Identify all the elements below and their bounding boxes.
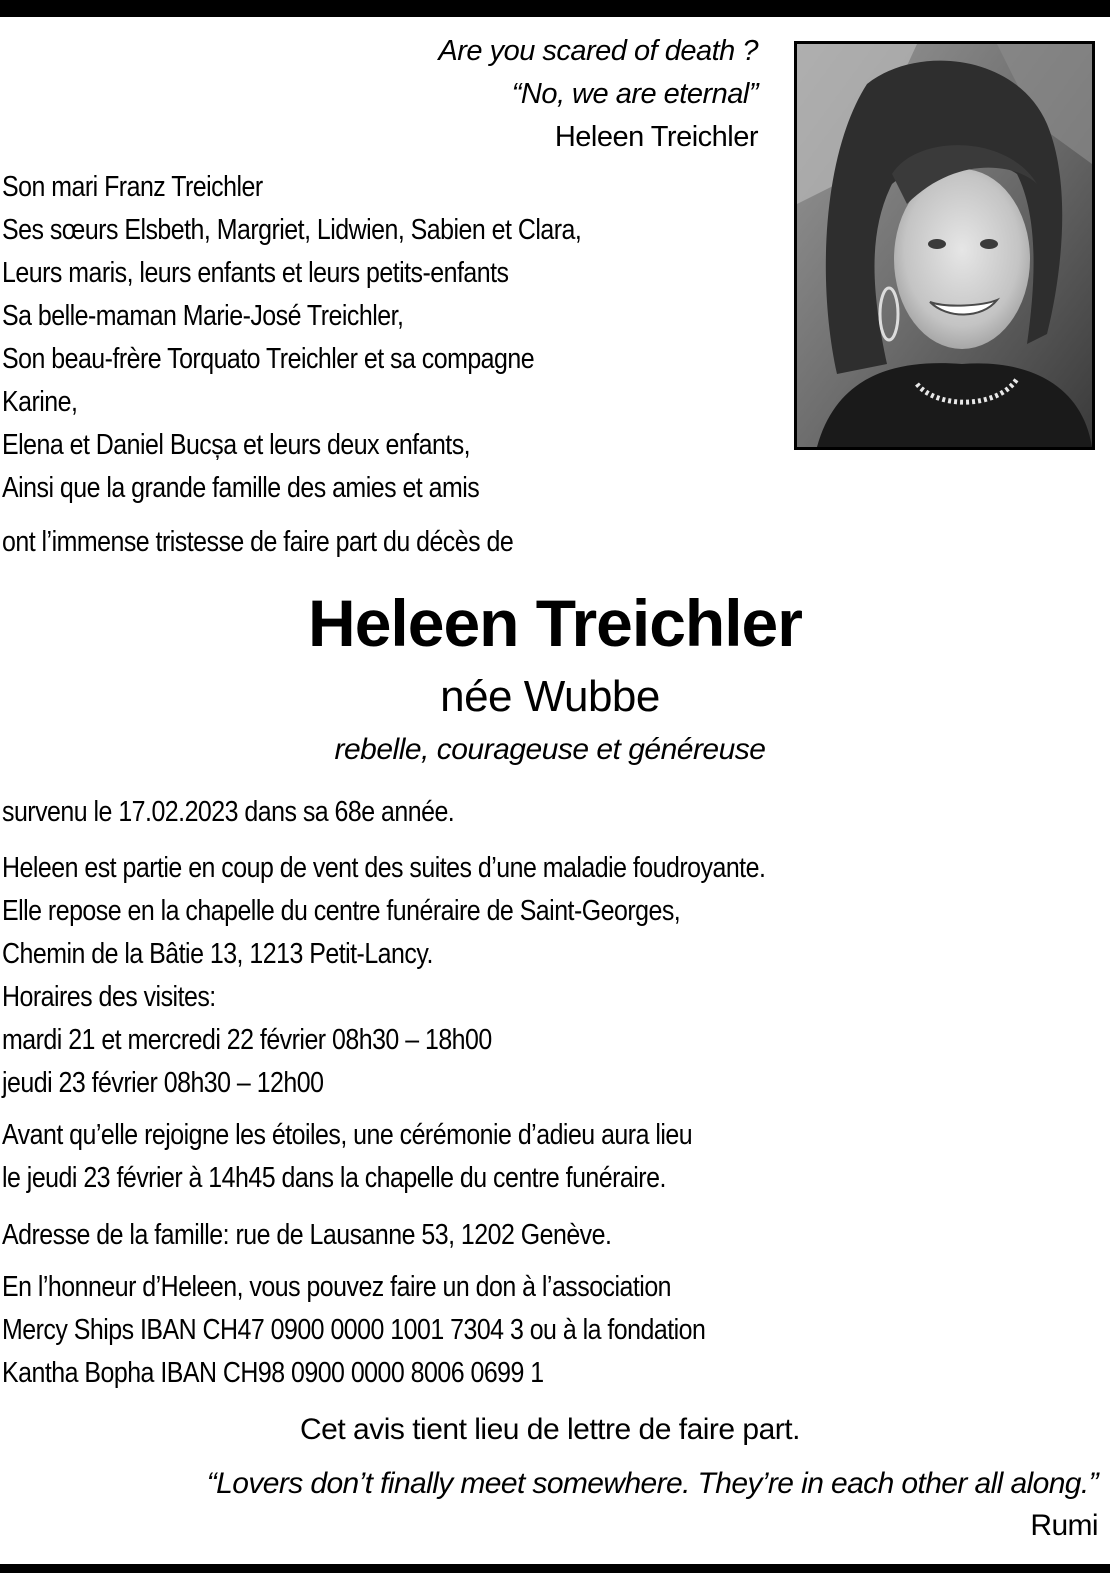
- visit-line: Heleen est partie en coup de vent des suites d’une maladie foudroyante.: [2, 852, 766, 884]
- rumi-quote: [207, 1463, 1098, 1547]
- family-line: Son beau-frère Torquato Treichler et sa compagne: [2, 343, 535, 375]
- quote-author: Rumi: [1030, 1509, 1098, 1542]
- quote-text: “Lovers don’t finally meet somewhere. They’re in each other all along.”: [206, 1467, 1098, 1500]
- ceremony-line: le jeudi 23 février à 14h45 dans la chapelle du centre funéraire.: [2, 1162, 666, 1194]
- epigraph-question: Are you scared of death ?: [438, 35, 758, 67]
- visit-line: jeudi 23 février 08h30 – 12h00: [2, 1067, 324, 1099]
- visit-line: Horaires des visites:: [2, 981, 216, 1013]
- family-line: Ainsi que la grande famille des amies et amis: [2, 472, 480, 504]
- donation-line: Kantha Bopha IBAN CH98 0900 0000 8006 0699 1: [2, 1357, 544, 1389]
- family-line: Elena et Daniel Bucșa et leurs deux enfants,: [2, 429, 471, 461]
- epigraph: [438, 30, 758, 159]
- announcement: ont l’immense tristesse de faire part du décès de: [2, 526, 514, 558]
- portrait-image: [797, 44, 1092, 447]
- donation-line: En l’honneur d’Heleen, vous pouvez faire un don à l’association: [2, 1271, 672, 1303]
- address-line: Adresse de la famille: rue de Lausanne 53, 1202 Genève.: [2, 1219, 612, 1251]
- ceremony-line: Avant qu’elle rejoigne les étoiles, une cérémonie d’adieu aura lieu: [2, 1119, 693, 1151]
- maiden-name: née Wubbe: [440, 672, 660, 721]
- family-list: [2, 166, 581, 510]
- closing-note: Cet avis tient lieu de lettre de faire part.: [300, 1413, 800, 1446]
- visit-block: [2, 847, 765, 1105]
- date-line: survenu le 17.02.2023 dans sa 68e année.: [2, 796, 455, 828]
- family-line: Ses sœurs Elsbeth, Margriet, Lidwien, Sabien et Clara,: [2, 214, 582, 246]
- ceremony-block: [2, 1114, 692, 1200]
- portrait-photo: [794, 41, 1095, 450]
- visit-line: Chemin de la Bâtie 13, 1213 Petit-Lancy.: [2, 938, 433, 970]
- visit-line: Elle repose en la chapelle du centre funéraire de Saint-Georges,: [2, 895, 681, 927]
- top-rule: [0, 0, 1110, 17]
- visit-line: mardi 21 et mercredi 22 février 08h30 – 18h00: [2, 1024, 492, 1056]
- donation-line: Mercy Ships IBAN CH47 0900 0000 1001 7304 3 ou à la fondation: [2, 1314, 706, 1346]
- family-line: Son mari Franz Treichler: [2, 171, 263, 203]
- deceased-name: Heleen Treichler: [308, 586, 802, 660]
- donation-block: [2, 1266, 705, 1395]
- family-line: Sa belle-maman Marie-José Treichler,: [2, 300, 404, 332]
- bottom-rule: [0, 1564, 1110, 1573]
- family-line: Leurs maris, leurs enfants et leurs petits-enfants: [2, 257, 509, 289]
- family-line: Karine,: [2, 386, 78, 418]
- tagline: rebelle, courageuse et généreuse: [334, 733, 766, 766]
- epigraph-author: Heleen Treichler: [554, 121, 758, 153]
- epigraph-answer: “No, we are eternal”: [511, 78, 758, 110]
